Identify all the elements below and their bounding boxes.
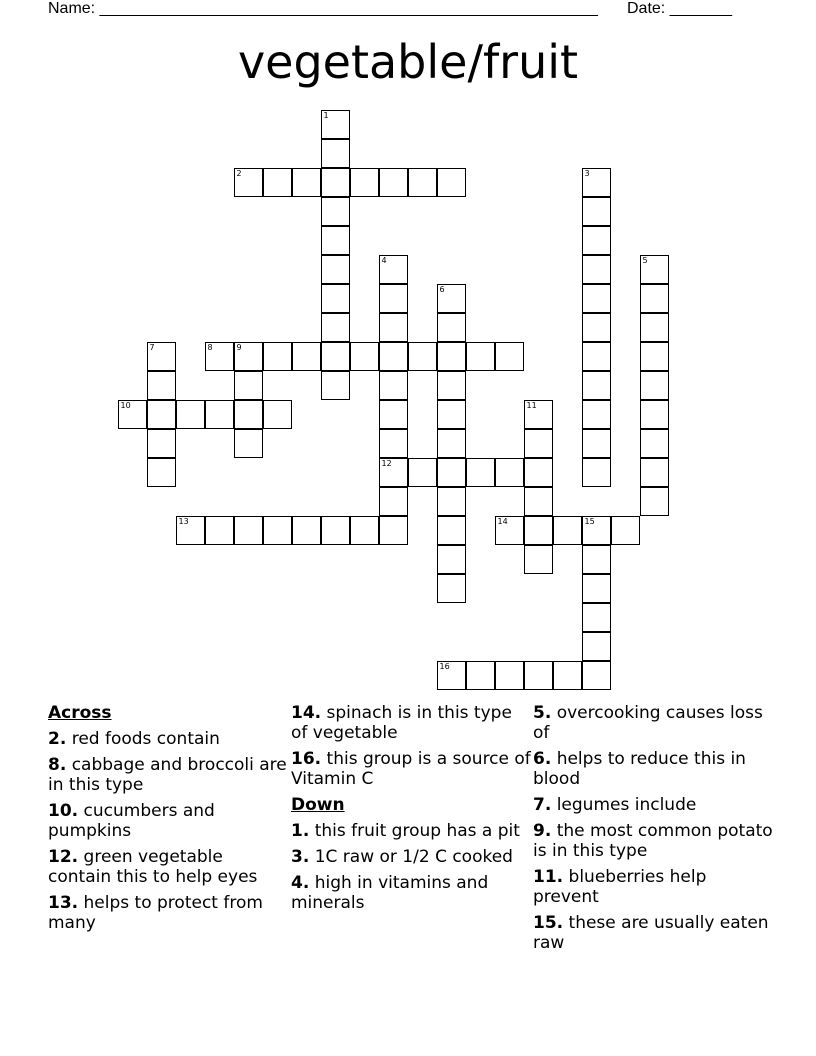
- grid-cell[interactable]: [350, 342, 379, 371]
- grid-cell[interactable]: [321, 342, 350, 371]
- grid-cell[interactable]: [553, 516, 582, 545]
- grid-cell[interactable]: [234, 371, 263, 400]
- clue-text: overcooking causes loss of: [533, 703, 763, 743]
- grid-cell[interactable]: [379, 284, 408, 313]
- grid-cell[interactable]: [553, 661, 582, 690]
- clue-text: 1C raw or 1/2 C cooked: [314, 847, 513, 867]
- clue-number: 9.: [533, 821, 552, 841]
- clue-across-16: [291, 749, 531, 789]
- grid-cell[interactable]: [350, 168, 379, 197]
- grid-cell[interactable]: [263, 168, 292, 197]
- grid-cell[interactable]: [379, 255, 408, 284]
- cell-number: 9: [236, 343, 242, 352]
- grid-cell[interactable]: [379, 458, 408, 487]
- grid-cell[interactable]: [263, 400, 292, 429]
- grid-cell[interactable]: [524, 661, 553, 690]
- clue-across-13: [48, 893, 288, 933]
- grid-cell[interactable]: [524, 400, 553, 429]
- cell-number: 11: [526, 401, 537, 410]
- clue-down-15: [533, 913, 773, 953]
- grid-cell[interactable]: [582, 661, 611, 690]
- grid-cell[interactable]: [582, 429, 611, 458]
- grid-cell[interactable]: [437, 342, 466, 371]
- grid-cell[interactable]: [321, 284, 350, 313]
- clue-down-6: [533, 749, 773, 789]
- cell-number: 16: [439, 662, 450, 671]
- grid-cell[interactable]: [466, 458, 495, 487]
- cell-number: 7: [149, 343, 155, 352]
- clue-text: helps to protect from many: [48, 893, 263, 933]
- grid-cell[interactable]: [437, 284, 466, 313]
- grid-cell[interactable]: [437, 516, 466, 545]
- grid-cell[interactable]: [321, 168, 350, 197]
- grid-cell[interactable]: [437, 574, 466, 603]
- grid-cell[interactable]: [176, 516, 205, 545]
- clue-down-4: [291, 873, 531, 913]
- grid-cell[interactable]: [640, 429, 669, 458]
- grid-cell[interactable]: [582, 632, 611, 661]
- cell-number: 12: [381, 459, 392, 468]
- grid-cell[interactable]: [408, 458, 437, 487]
- grid-cell[interactable]: [379, 400, 408, 429]
- grid-cell[interactable]: [234, 168, 263, 197]
- grid-cell[interactable]: [321, 226, 350, 255]
- grid-cell[interactable]: [495, 516, 524, 545]
- clue-across-2: [48, 729, 288, 749]
- clue-down-5: [533, 703, 773, 743]
- grid-cell[interactable]: [263, 342, 292, 371]
- grid-cell[interactable]: [408, 168, 437, 197]
- clue-text: blueberries help prevent: [533, 867, 707, 907]
- grid-cell[interactable]: [524, 516, 553, 545]
- grid-cell[interactable]: [582, 574, 611, 603]
- clue-number: 2.: [48, 729, 67, 749]
- clue-down-11: [533, 867, 773, 907]
- clue-across-10: [48, 801, 288, 841]
- clue-down-1: [291, 821, 531, 841]
- grid-cell[interactable]: [321, 371, 350, 400]
- grid-cell[interactable]: [582, 603, 611, 632]
- grid-cell[interactable]: [437, 487, 466, 516]
- grid-cell[interactable]: [495, 458, 524, 487]
- grid-cell[interactable]: [640, 400, 669, 429]
- grid-cell[interactable]: [321, 313, 350, 342]
- cell-number: 5: [642, 256, 648, 265]
- grid-cell[interactable]: [640, 313, 669, 342]
- grid-cell[interactable]: [292, 342, 321, 371]
- clue-across-12: [48, 847, 288, 887]
- grid-cell[interactable]: [176, 400, 205, 429]
- grid-cell[interactable]: [582, 168, 611, 197]
- clue-text: cabbage and broccoli are in this type: [48, 755, 287, 795]
- cell-number: 1: [323, 111, 329, 120]
- grid-cell[interactable]: [582, 545, 611, 574]
- date-field-label: Date: _______: [627, 0, 732, 17]
- grid-cell[interactable]: [582, 313, 611, 342]
- clue-across-14: [291, 703, 531, 743]
- grid-cell[interactable]: [321, 197, 350, 226]
- grid-cell[interactable]: [524, 429, 553, 458]
- clue-text: the most common potato is in this type: [533, 821, 773, 861]
- grid-cell[interactable]: [234, 342, 263, 371]
- grid-cell[interactable]: [205, 516, 234, 545]
- grid-cell[interactable]: [495, 342, 524, 371]
- grid-cell[interactable]: [437, 400, 466, 429]
- grid-cell[interactable]: [466, 342, 495, 371]
- clue-text: spinach is in this type of vegetable: [291, 703, 512, 743]
- clue-text: red foods contain: [71, 729, 220, 749]
- grid-cell[interactable]: [147, 458, 176, 487]
- clue-text: legumes include: [556, 795, 697, 815]
- grid-cell[interactable]: [611, 516, 640, 545]
- grid-cell[interactable]: [524, 545, 553, 574]
- grid-cell[interactable]: [379, 487, 408, 516]
- clue-number: 7.: [533, 795, 552, 815]
- grid-cell[interactable]: [234, 516, 263, 545]
- grid-cell[interactable]: [147, 371, 176, 400]
- grid-cell[interactable]: [640, 255, 669, 284]
- grid-cell[interactable]: [147, 400, 176, 429]
- cell-number: 6: [439, 285, 445, 294]
- grid-cell[interactable]: [582, 284, 611, 313]
- clue-number: 6.: [533, 749, 552, 769]
- grid-cell[interactable]: [582, 371, 611, 400]
- grid-cell[interactable]: [582, 458, 611, 487]
- clue-text: this fruit group has a pit: [314, 821, 520, 841]
- clue-down-7: [533, 795, 773, 815]
- cell-number: 2: [236, 169, 242, 178]
- grid-cell[interactable]: [437, 371, 466, 400]
- grid-cell[interactable]: [292, 516, 321, 545]
- grid-cell[interactable]: [437, 458, 466, 487]
- grid-cell[interactable]: [437, 313, 466, 342]
- clue-column-2: [291, 703, 531, 919]
- grid-cell[interactable]: [205, 400, 234, 429]
- cell-number: 4: [381, 256, 387, 265]
- grid-cell[interactable]: [640, 487, 669, 516]
- cell-number: 13: [178, 517, 189, 526]
- clue-text: these are usually eaten raw: [533, 913, 769, 953]
- clue-number: 8.: [48, 755, 67, 775]
- grid-cell[interactable]: [640, 284, 669, 313]
- grid-cell[interactable]: [321, 110, 350, 139]
- clue-column-3: [533, 703, 773, 959]
- grid-cell[interactable]: [205, 342, 234, 371]
- grid-cell[interactable]: [147, 429, 176, 458]
- grid-cell[interactable]: [466, 661, 495, 690]
- across-heading: Across: [48, 703, 112, 723]
- grid-cell[interactable]: [582, 516, 611, 545]
- grid-cell[interactable]: [640, 342, 669, 371]
- grid-cell[interactable]: [379, 313, 408, 342]
- grid-cell[interactable]: [524, 458, 553, 487]
- cell-number: 14: [497, 517, 508, 526]
- grid-cell[interactable]: [582, 342, 611, 371]
- grid-cell[interactable]: [321, 255, 350, 284]
- grid-cell[interactable]: [292, 168, 321, 197]
- grid-cell[interactable]: [118, 400, 147, 429]
- grid-cell[interactable]: [379, 168, 408, 197]
- cell-number: 8: [207, 343, 213, 352]
- clue-column-1: [48, 703, 288, 939]
- clue-text: green vegetable contain this to help eyes: [48, 847, 258, 887]
- grid-cell[interactable]: [640, 458, 669, 487]
- clue-number: 4.: [291, 873, 310, 893]
- clue-number: 3.: [291, 847, 310, 867]
- grid-cell[interactable]: [582, 226, 611, 255]
- grid-cell[interactable]: [379, 342, 408, 371]
- clue-down-3: [291, 847, 531, 867]
- clue-number: 14.: [291, 703, 322, 723]
- grid-cell[interactable]: [147, 342, 176, 371]
- grid-cell[interactable]: [350, 516, 379, 545]
- clue-number: 12.: [48, 847, 79, 867]
- grid-cell[interactable]: [321, 139, 350, 168]
- grid-cell[interactable]: [524, 487, 553, 516]
- down-heading: Down: [291, 795, 345, 815]
- clue-down-9: [533, 821, 773, 861]
- clue-number: 5.: [533, 703, 552, 723]
- clue-number: 15.: [533, 913, 564, 933]
- clue-text: cucumbers and pumpkins: [48, 801, 215, 841]
- grid-cell[interactable]: [437, 545, 466, 574]
- grid-cell[interactable]: [408, 342, 437, 371]
- grid-cell[interactable]: [582, 197, 611, 226]
- clue-text: high in vitamins and minerals: [291, 873, 489, 913]
- clue-across-8: [48, 755, 288, 795]
- grid-cell[interactable]: [321, 516, 350, 545]
- clue-number: 16.: [291, 749, 322, 769]
- clue-text: this group is a source of Vitamin C: [291, 749, 531, 789]
- clue-number: 1.: [291, 821, 310, 841]
- cell-number: 3: [584, 169, 590, 178]
- clue-number: 11.: [533, 867, 564, 887]
- grid-cell[interactable]: [640, 371, 669, 400]
- clue-number: 13.: [48, 893, 79, 913]
- grid-cell[interactable]: [582, 255, 611, 284]
- grid-cell[interactable]: [437, 168, 466, 197]
- grid-cell[interactable]: [234, 429, 263, 458]
- grid-cell[interactable]: [582, 400, 611, 429]
- grid-cell[interactable]: [379, 371, 408, 400]
- grid-cell[interactable]: [437, 429, 466, 458]
- name-field-label: Name: ________________________________________________________: [48, 0, 598, 17]
- grid-cell[interactable]: [379, 516, 408, 545]
- grid-cell[interactable]: [379, 429, 408, 458]
- grid-cell[interactable]: [234, 400, 263, 429]
- cell-number: 15: [584, 517, 595, 526]
- clue-text: helps to reduce this in blood: [533, 749, 746, 789]
- grid-cell[interactable]: [437, 661, 466, 690]
- grid-cell[interactable]: [495, 661, 524, 690]
- page-title: vegetable/fruit: [237, 35, 579, 89]
- cell-number: 10: [120, 401, 131, 410]
- grid-cell[interactable]: [263, 516, 292, 545]
- clue-number: 10.: [48, 801, 79, 821]
